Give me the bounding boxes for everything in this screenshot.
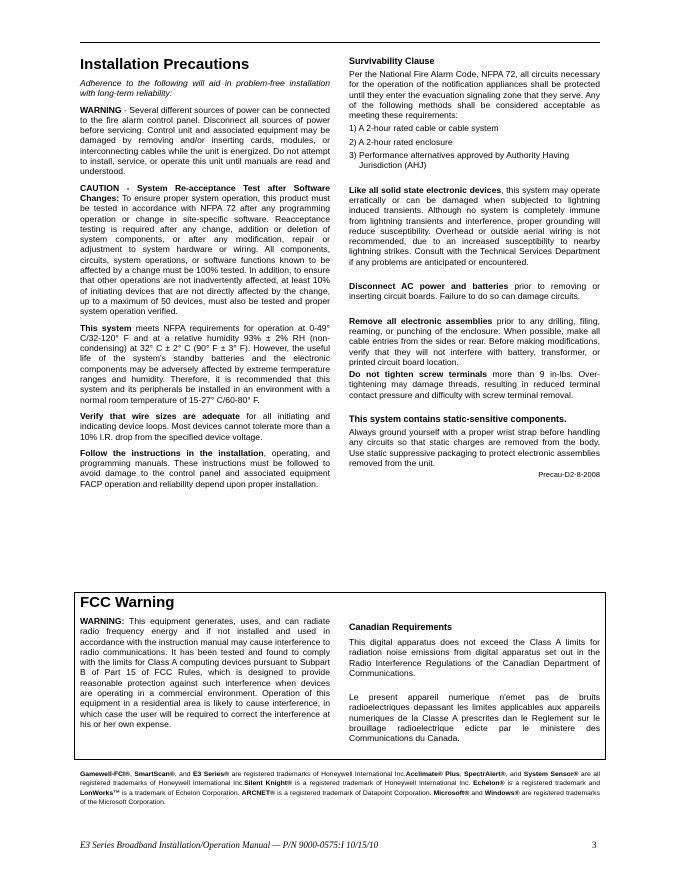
screw-terminals-paragraph: Do not tighten screw terminals more than 9 in-lbs. Over-tightening may damage threads, resulting in reduced terminal contact pressure and difficulty with screw terminal removal. (349, 369, 600, 400)
fcc-title: FCC Warning (80, 594, 175, 611)
disconnect-paragraph: Disconnect AC power and batteries prior to removing or inserting circuit boards. Failure to do so can damage circuits. (349, 281, 600, 302)
installation-precautions-column (80, 56, 330, 495)
canadian-requirements-section (349, 622, 600, 744)
fcc-warning-section (80, 594, 330, 729)
page-number: 3 (592, 840, 597, 850)
survivability-column (349, 56, 600, 481)
warning-paragraph: WARNING - Several different sources of power can be connected to the fire alarm control panel. Disconnect all sources of power before servicing. Control unit and associated equipment may be damaged by removing and/or inserting cards, modules, or interconnecting cables while the unit is energized. Do not attempt to install, service, or operate this unit until manuals are read and understood. (80, 104, 330, 177)
section-title: Installation Precautions (80, 56, 250, 73)
follow-instructions-paragraph: Follow the instructions in the installation, operating, and programming manuals. These instructions must be followed to avoid damage to the control panel and associated equipment FACP operation and reliability depend upon proper installation. (80, 447, 330, 489)
intro-text: Adherence to the following will aid in problem-free installation with long-term reliability: (80, 78, 330, 99)
canadian-english-text: This digital apparatus does not exceed the Class A limits for radiation noise emissions from digital apparatus set out in the Radio Interference Regulations of the Canadian Department of Communications. (349, 637, 600, 678)
wire-size-paragraph: Verify that wire sizes are adequate for all initiating and indicating device loops. Most devices cannot tolerate more than a 10% I.R. drop from the specified device voltage. (80, 410, 330, 442)
survivability-title: Survivability Clause (349, 56, 435, 66)
static-text: Always ground yourself with a proper wrist strap before handling any circuits so that static charges are removed from the body. Use static suppressive packaging to protect electronic assemblies removed from the unit. (349, 427, 600, 468)
survivability-text: Per the National Fire Alarm Code, NFPA 72, all circuits necessary for the operation of the notification appliances shall be protected until they enter the evacuation signaling zone that they serve. Any of the following methods shall be considered acceptable as meeting these requirements: (349, 69, 600, 121)
footer-document-title: E3 Series Broadband Installation/Operation Manual — P/N 9000-0575:I 10/15/10 (80, 840, 379, 850)
caution-paragraph: CAUTION - System Re-acceptance Test after Software Changes: To ensure proper system operation, this product must be tested in accordance with NFPA 72 after any programming operation or change in site-specific software. Reacceptance testing is required after any change, addition or deletion of system components, or after any modification, repair or adjustment to system hardware or wiring. All components, circuits, system operations, or software functions known to be affected by a change must be 100% tested. In addition, to ensure that other operations are not inadvertently affected, at least 10% of initiating devices that are not directly affected by the change, up to a maximum of 50 devices, must also be tested and proper system operation verified. (80, 182, 330, 317)
list-item: 2) A 2-hour rated enclosure (349, 136, 453, 147)
canadian-title: Canadian Requirements (349, 622, 453, 632)
trademarks-notice: Gamewell-FCI®, SmartScan®, and E3 Series® are registered trademarks of Honeywell International Inc.Acclimate® Plus, SpectrAlert®, and System Sensor® are all registered trademarks of Honeywell International Inc.Silent Knight® is a registered trademark of Honeywell International Inc. Echelon® is a registered trademark and LonWorks™ is a trademark of Echelon Corporation. ARCNET® is a registered trademark of Datapoint Corporation. Microsoft® and Windows® are registered trademarks of the Microsoft Corporation. (80, 771, 601, 807)
fcc-text: WARNING: This equipment generates, uses, and can radiate radio frequency energy and if not installed and used in accordance with the instruction manual may cause interference to radio communications. It has been tested and found to comply with the limits for Class A computing devices pursuant to Subpart B of Part 15 of FCC Rules, which is designed to provide reasonable protection against such interference when devices are operating in a commercial environment. Operation of this equipment in a residential area is likely to cause interference, in which case the user will be required to correct the interference at his or her own expense. (80, 616, 330, 729)
static-title: This system contains static-sensitive components. (349, 414, 567, 425)
list-item: 3) Performance alternatives approved by Authority Having Jurisdiction (AHJ) (349, 150, 570, 171)
environment-paragraph: This system meets NFPA requirements for operation at 0-49° C/32-120° F and at a relative humidity 93% ± 2% RH (non-condensing) at 32° C ± 2° C (90° F ± 3° F). However, the useful life of the system's standby batteries and the electronic components may be adversely affected by extreme termperature ranges and humidity. Therefore, it is recommended that this system and its peripherals be installed in an environment with a normal room temperature of 15-27° C/60-80° F. (80, 322, 330, 405)
canadian-french-text: Le present appareil numerique n'emet pas de bruits radioelectriques depassant les limites applicables aux appareils numeriques de la Classe A prescrites dan le Reglement sur le brouillage radioelectrique edicte par le ministere des Communications du Canada. (349, 692, 600, 744)
lightning-paragraph: Like all solid state electronic devices, this system may operate erratically or can be damaged when subjected to lightning induced transients. Although no system is completely immune from lightning transients and interference, proper grounding will reduce susceptibility. Overhead or outside aerial wiring is not recommended, due to an increased susceptibility to nearby lightning strikes. Consult with the Technical Services Department if any problems are anticipated or encountered. (349, 184, 601, 267)
top-rule (80, 42, 600, 43)
remove-assemblies-paragraph: Remove all electronic assemblies prior to any drilling, filing, reaming, or punching of the enclosure. When possible, make all cable entries from the sides or rear. Before making modifications, verify that they will not interfere with battery, transformer, or printed circuit board location. (349, 315, 600, 367)
reference-code: Precau-D2-8-2008 (538, 470, 600, 480)
list-item: 1) A 2-hour rated cable or cable system (349, 123, 499, 134)
requirements-list (349, 123, 600, 170)
